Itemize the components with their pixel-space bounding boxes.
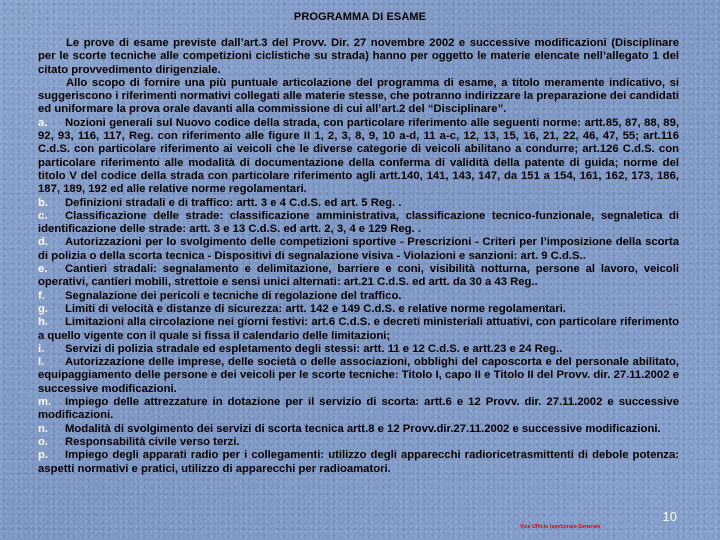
list-item-p bbox=[38, 449, 679, 476]
page-title: PROGRAMMA DI ESAME bbox=[293, 11, 427, 23]
list-item-b bbox=[38, 197, 679, 210]
list-item-g bbox=[38, 303, 679, 316]
list-item-m bbox=[38, 396, 679, 423]
list-item-letter: e. bbox=[38, 263, 48, 276]
intro-paragraph-2: Allo scopo di fornire una più puntuale articolazione del programma di esame, a titolo meramente indicativo, si suggeriscono i riferimenti normativi collegati alle materie stesse, che potranno indirizzare la preparazione dei candidati ed uniformare la prova orale davanti alla commissione di cui all’art.2 del “Disciplinare”. bbox=[38, 76, 679, 116]
list-item-a bbox=[38, 117, 679, 197]
list-item-text: Limitazioni alla circolazione nei giorni festivi: art.6 C.d.S. e decreti ministeriali attuativi, con particolare riferimento a quello vigente con il quale si fissa il calendario delle limitazioni; bbox=[38, 316, 679, 342]
list-item-letter: i. bbox=[38, 342, 45, 355]
list-item-text: Servizi di polizia stradale ed espletamento degli stessi: artt. 11 e 12 C.d.S. e artt.23 e 24 Reg.. bbox=[65, 342, 563, 355]
list-item-text: Responsabilità civile verso terzi. bbox=[65, 435, 240, 448]
list-item-letter: p. bbox=[38, 449, 49, 462]
list-item-o bbox=[38, 436, 679, 449]
list-item-h bbox=[38, 316, 679, 343]
list-item-letter: c. bbox=[38, 209, 48, 222]
list-item-text: Limiti di velocità e distanze di sicurezza: artt. 142 e 149 C.d.S. e relative norme regolamentari. bbox=[65, 302, 567, 315]
list-item-text: Autorizzazioni per lo svolgimento delle competizioni sportive - Prescrizioni - Criteri per l’imposizione della scorta di polizia o della scorta tecnica - Dispositivi di segnalazione visiva - Violazioni e sanzioni: art. 9 C.d.S.. bbox=[38, 236, 679, 262]
list-item-text: Classificazione delle strade: classificazione amministrativa, classificazione tecnico-funzionale, segnaletica di identificazione delle strade: artt. 3 e 13 C.d.S. ed artt. 2, 3, 4 e 129 Reg. . bbox=[38, 209, 679, 236]
list-item-letter: h. bbox=[38, 316, 49, 329]
footer-note: Vice Ufficio Ispettorato Generale bbox=[520, 524, 601, 530]
list-item-l bbox=[38, 356, 679, 396]
list-item-e bbox=[38, 263, 679, 290]
page-number: 10 bbox=[662, 509, 677, 524]
document-body bbox=[38, 37, 679, 476]
list-item-text: Impiego degli apparati radio per i collegamenti: utilizzo degli apparecchi radioricetrasmittenti di debole potenza: aspetti normativi e pratici, utilizzo di apparecchi per radioamatori. bbox=[38, 449, 679, 475]
list-item-text: Cantieri stradali: segnalamento e delimitazione, barriere e coni, visibilità notturna, persone al lavoro, veicoli operativi, cantieri mobili, strettoie e sensi unici alternati: art.21 C.d.S. ed artt. da 30 a 43 Reg.. bbox=[38, 263, 679, 289]
list-item-letter: d. bbox=[38, 236, 49, 249]
list-item-c bbox=[38, 210, 679, 237]
list-item-text: Nozioni generali sul Nuovo codice della strada, con particolare riferimento alle seguenti norme: artt.85, 87, 88, 89, 92, 93, 116, 117, Reg. con riferimento alle figure II 1, 2, 3, 8, 9, 10 a-d, 11 a-c, 12, 13, 15, 16, 21, 22, 46, 47, 55; art.116 C.d.S. con particolare riferimento ai veicoli che le diverse categorie di veicoli abilitano a condurre; art.126 C.d.S. con particolare riferimento alle modalità di documentazione della conferma di validità della patente di guida; norme del titolo V del codice della strada con particolare riferimento agli artt.140, 141, 143, 147, da 151 a 154, 161, 162, 173, 186, 187, 189, 192 ed alle relative norme regolamentari. bbox=[38, 116, 679, 196]
list-item-letter: n. bbox=[38, 422, 49, 435]
list-item-letter: g. bbox=[38, 302, 49, 315]
list-item-letter: a. bbox=[38, 116, 48, 129]
list-item-letter: b. bbox=[38, 196, 49, 209]
intro-paragraph-1: Le prove di esame previste dall’art.3 del Provv. Dir. 27 novembre 2002 e successive modificazioni (Disciplinare per le scorte tecniche alle competizioni ciclistiche su strada) hanno per oggetto le materie elencate nell’allegato 1 del citato provvedimento dirigenziale. bbox=[38, 37, 679, 76]
list-item-text: Autorizzazione delle imprese, delle società o delle associazioni, obblighi del caposcorta e del personale abilitato, equipaggiamento delle persone e dei veicoli per le scorte tecniche: Titolo I, capo II e Titolo II del Provv. dir. 27.11.2002 e successive modificazioni. bbox=[38, 356, 679, 395]
list-item-i bbox=[38, 343, 679, 356]
list-item-n bbox=[38, 423, 679, 436]
list-item-f bbox=[38, 290, 679, 303]
list-item-d bbox=[38, 236, 679, 263]
list-item-text: Impiego delle attrezzature in dotazione per il servizio di scorta: artt.6 e 12 Provv. dir. 27.11.2002 e successive modificazioni. bbox=[38, 396, 679, 422]
list-item-text: Segnalazione dei pericoli e tecniche di regolazione del traffico. bbox=[65, 289, 402, 302]
list-item-text: Definizioni stradali e di traffico: artt. 3 e 4 C.d.S. ed art. 5 Reg. . bbox=[65, 196, 402, 209]
list-item-letter: o. bbox=[38, 435, 49, 448]
list-item-text: Modalità di svolgimento dei servizi di scorta tecnica artt.8 e 12 Provv.dir.27.11.2002 e successive modificazioni. bbox=[65, 422, 661, 435]
list-item-letter: f. bbox=[38, 289, 45, 302]
list-item-letter: l. bbox=[38, 356, 45, 369]
list-item-letter: m. bbox=[38, 396, 52, 409]
